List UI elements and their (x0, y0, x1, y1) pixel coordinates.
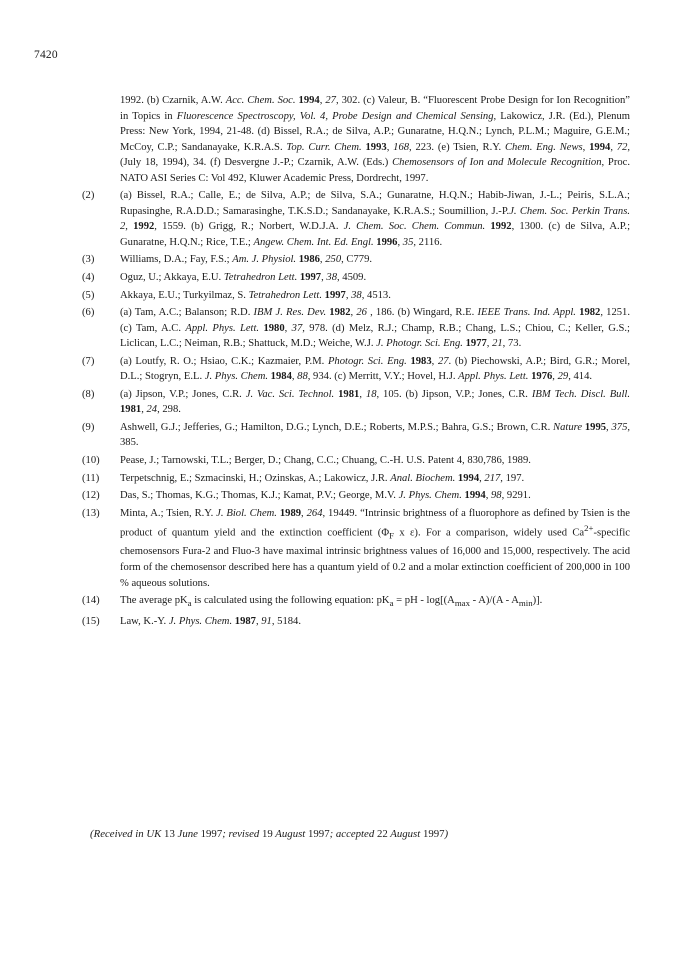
reference-item (82, 488, 630, 504)
reference-number: (10) (82, 455, 100, 467)
reference-number: (15) (82, 615, 100, 627)
reference-list (82, 93, 630, 631)
reference-text: Terpetschnig, E.; Szmacinski, H.; Ozinskas, A.; Lakowicz, J.R. Anal. Biochem. 1994, 217, 197. (120, 472, 525, 484)
reference-item (82, 252, 630, 268)
reference-text: Oguz, U.; Akkaya, E.U. Tetrahedron Lett. 1997, 38, 4509. (120, 272, 367, 284)
reference-number: (5) (82, 289, 95, 301)
reference-item (82, 93, 630, 186)
page-number: 7420 (34, 49, 58, 61)
reference-number: (14) (82, 595, 100, 607)
reference-text: The average $pK_a$ is calculated using the following equation: $pK_a$ = pH - $\log[(A_{max} - A)/(A - A_{min})]$. (120, 595, 543, 609)
reference-number: (9) (82, 421, 95, 433)
reference-text: Ashwell, G.J.; Jefferies, G.; Hamilton, D.G.; Lynch, D.E.; Roberts, M.P.S.; Bahra, G.S.; Brown, C.R. Nature 1995, 375, 385. (120, 421, 631, 449)
reference-item (82, 506, 630, 591)
reference-item (82, 453, 630, 469)
reference-text: (a) Jipson, V.P.; Jones, C.R. J. Vac. Sci. Technol. 1981, 18, 105. (b) Jipson, V.P.; Jones, C.R. IBM Tech. Discl. Bull. 1981, 24, 298. (120, 388, 631, 416)
reference-number: (3) (82, 254, 95, 266)
reference-text: Das, S.; Thomas, K.G.; Thomas, K.J.; Kamat, P.V.; George, M.V. J. Phys. Chem. 1994, 98, 9291. (120, 490, 531, 502)
reference-number: (12) (82, 490, 100, 502)
reference-text: (a) Tam, A.C.; Balanson; R.D. IBM J. Res. Dev. 1982, 26 , 186. (b) Wingard, R.E. IEEE Trans. Ind. Appl. 1982, 1251. (c) Tam, A.C. Appl. Phys. Lett. 1980, 37, 978. (d) Melz, R.J.; Champ, R.B.; Chang, L.S.; Chiou, C.; Keller, G.S.; Liclican, L.C.; Neiman, R.B.; Shattuck, M.D.; Weiche, W.J. J. Photogr. Sci. Eng. 1977, 21, 73. (120, 307, 631, 350)
reference-number: (8) (82, 388, 95, 400)
reference-item (82, 593, 630, 612)
reference-item (82, 288, 630, 304)
reference-item (82, 188, 630, 250)
reference-item (82, 420, 630, 451)
reference-number: (2) (82, 190, 95, 202)
reference-number: (6) (82, 307, 95, 319)
reference-number: (11) (82, 472, 100, 484)
reference-text: Pease, J.; Tarnowski, T.L.; Berger, D.; Chang, C.C.; Chuang, C.-H. U.S. Patent 4, 830,786, 1989. (120, 455, 531, 467)
reference-number: (7) (82, 355, 95, 367)
received-dates: (Received in UK 13 June 1997; revised 19 August 1997; accepted 22 August 1997) (90, 828, 449, 840)
reference-text: 1992. (b) Czarnik, A.W. Acc. Chem. Soc. 1994, 27, 302. (c) Valeur, B. “Fluorescent Probe Design for Ion Recognition” in Topics in Fluorescence Spectroscopy, Vol. 4, Probe Design and Chemical Sensing, Lakowicz, J.R. (Ed.), Plenum Press: New York, 1994, 21-48. (d) Bissel, R.A.; de Silva, A.P.; Gunaratne, H.Q.N.; Lynch, P.L.M.; Maguire, G.E.M.; McCoy, C.P.; Sandanayake, K.R.A.S. Top. Curr. Chem. 1993, 168, 223. (e) Tsien, R.Y. Chem. Eng. News, 1994, 72, (July 18, 1994), 34. (f) Desvergne J.-P.; Czarnik, A.W. (Eds.) Chemosensors of Ion and Molecule Recognition, Proc. NATO ASI Series C: Vol 492, Kluwer Academic Press, Dordrecht, 1997. (120, 95, 631, 184)
reference-text: Law, K.-Y. J. Phys. Chem. 1987, 91, 5184. (120, 615, 301, 627)
reference-text: (a) Bissel, R.A.; Calle, E.; de Silva, A.P.; de Silva, S.A.; Gunaratne, H.Q.N.; Habib-Jiwan, J.-L.; Peiris, S.L.A.; Rupasinghe, R.A.D.D.; Samarasinghe, T.K.S.D.; Sandanayake, K.R.A.S.; Soumillion, J.-P.J. Chem. Soc. Perkin Trans. 2, 1992, 1559. (b) Grigg, R.; Norbert, W.D.J.A. J. Chem. Soc. Chem. Commun. 1992, 1300. (c) de Silva, A.P.; Gunaratne, H.Q.N.; Rice, T.E.; Angew. Chem. Int. Ed. Engl. 1996, 35, 2116. (120, 190, 631, 248)
reference-item (82, 305, 630, 352)
reference-item (82, 471, 630, 487)
reference-text: (a) Loutfy, R. O.; Hsiao, C.K.; Kazmaier, P.M. Photogr. Sci. Eng. 1983, 27. (b) Piechowski, A.P.; Bird, G.R.; Morel, D.L.; Stogryn, E.L. J. Phys. Chem. 1984, 88, 934. (c) Merritt, V.Y.; Hovel, H.J. Appl. Phys. Lett. 1976, 29, 414. (120, 355, 631, 383)
reference-text: Minta, A.; Tsien, R.Y. J. Biol. Chem. 1989, 264, 19449. “Intrinsic brightness of a fluorophore as defined by Tsien is the product of quantum yield and the extinction coefficient ($\Phi_F$ x ε). For a comparison, widely used $Ca^{2+}$-specific chemosensors Fura-2 and Fluo-3 have maximal intrinsic brightness values of 16,000 and 15,000, respectively. The acid form of the chemosensor described here has a quantum yield of 0.2 and a molar extinction coefficient of 200,000 in 100 % aqueous solutions. (120, 507, 630, 589)
reference-item (82, 387, 630, 418)
reference-number: (4) (82, 272, 95, 284)
reference-item (82, 354, 630, 385)
reference-text: Akkaya, E.U.; Turkyilmaz, S. Tetrahedron Lett. 1997, 38, 4513. (120, 289, 391, 301)
reference-text: Williams, D.A.; Fay, F.S.; Am. J. Physiol. 1986, 250, C779. (120, 254, 373, 266)
reference-item (82, 270, 630, 286)
reference-number: (13) (82, 507, 100, 519)
reference-item (82, 614, 630, 630)
